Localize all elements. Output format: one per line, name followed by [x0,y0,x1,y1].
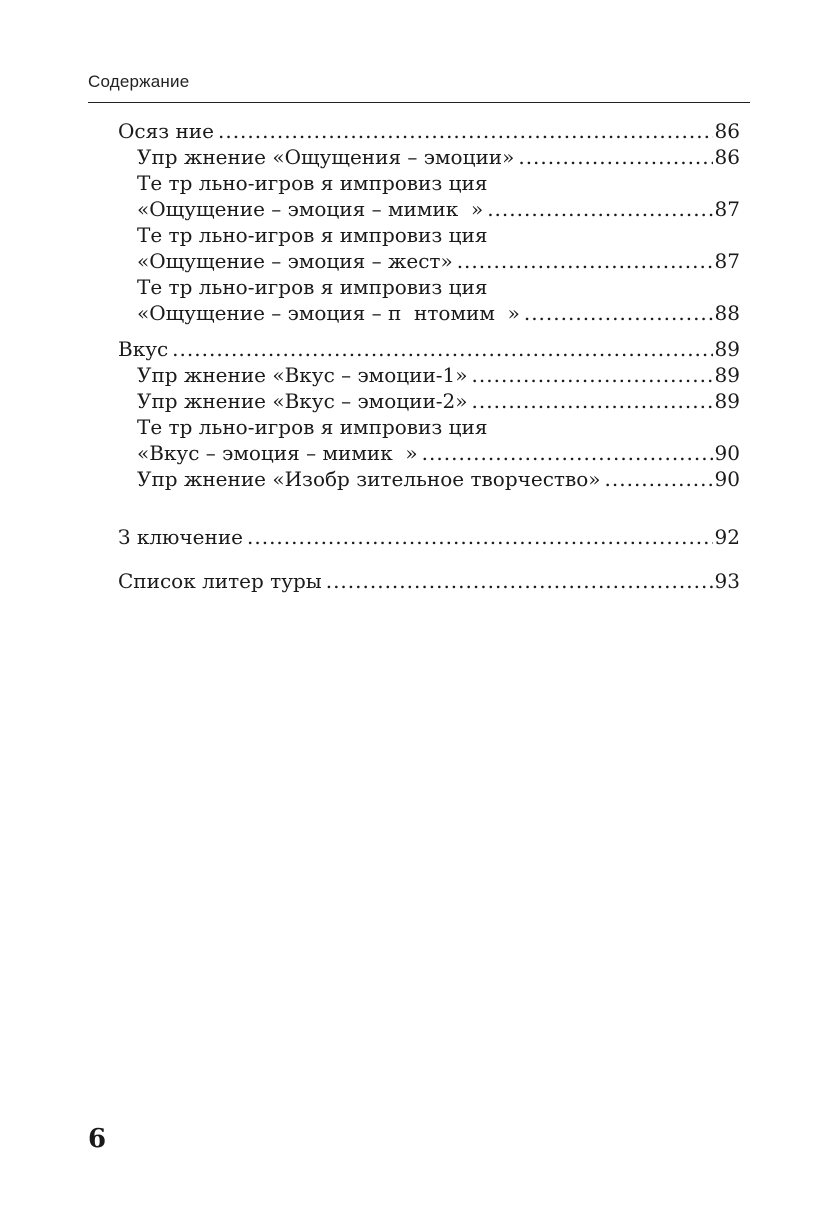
dot-leader [457,248,713,274]
dot-leader [172,336,712,362]
dot-leader [247,524,713,550]
toc-entry-upr-izobrazitelnoe[interactable] [118,466,740,492]
toc-entry-page: 89 [714,337,740,361]
page-number: 6 [88,1124,107,1154]
dot-leader [422,440,713,466]
toc-entry-title-line2: «Ощущение – эмоция – жест» [137,249,453,273]
toc-entry-page: 93 [714,569,740,593]
dot-leader [524,300,713,326]
toc-entry-impro-zhest[interactable] [118,222,740,274]
toc-entry-title: Список литер туры [118,569,322,593]
toc-entry-title-line1: Те тр льно-игров я импровиз ция [137,275,488,299]
dot-leader [605,466,713,492]
toc-entry-upr-oshchushcheniya[interactable] [118,144,740,170]
toc-entry-page: 90 [714,467,740,491]
toc-entry-page: 90 [714,441,740,465]
toc-entry-title-line2: «Ощущение – эмоция – п нтомим » [137,301,520,325]
toc-entry-page: 86 [714,145,740,169]
toc-entry-upr-vkus-1[interactable] [118,362,740,388]
toc-entry-impro-pantomima[interactable] [118,274,740,326]
toc-entry-page: 88 [714,301,740,325]
table-of-contents [118,118,740,594]
toc-entry-title-line2: «Вкус – эмоция – мимик » [137,441,418,465]
toc-entry-impro-mimika[interactable] [118,170,740,222]
dot-leader [487,196,712,222]
toc-entry-page: 87 [714,197,740,221]
section-spacer [118,326,740,336]
dot-leader [218,118,713,144]
toc-entry-literatura[interactable] [118,568,740,594]
toc-entry-page: 86 [714,119,740,143]
toc-entry-title: Упр жнение «Вкус – эмоции-2» [137,389,468,413]
toc-entry-page: 89 [714,363,740,387]
toc-entry-title: Упр жнение «Ощущения – эмоции» [137,145,515,169]
toc-entry-title-line1: Те тр льно-игров я импровиз ция [137,223,488,247]
toc-entry-upr-vkus-2[interactable] [118,388,740,414]
toc-entry-title-line2: «Ощущение – эмоция – мимик » [137,197,484,221]
dot-leader [326,568,713,594]
toc-entry-title: Вкус [118,337,169,361]
toc-entry-title: Упр жнение «Вкус – эмоции-1» [137,363,468,387]
toc-entry-title: З ключение [118,525,243,549]
toc-entry-vkus[interactable] [118,336,740,362]
toc-entry-page: 89 [714,389,740,413]
header-rule [88,102,750,103]
toc-entry-page: 92 [714,525,740,549]
toc-entry-title: Упр жнение «Изобр зительное творчество» [137,467,601,491]
toc-entry-title-line1: Те тр льно-игров я импровиз ция [137,415,488,439]
toc-entry-title-line1: Те тр льно-игров я импровиз ция [137,171,488,195]
dot-leader [518,144,712,170]
dot-leader [472,362,713,388]
toc-entry-zaklyuchenie[interactable] [118,524,740,550]
section-spacer [118,550,740,568]
toc-entry-osyazanie[interactable] [118,118,740,144]
toc-entry-title: Осяз ние [118,119,214,143]
toc-entry-impro-vkus-mimika[interactable] [118,414,740,466]
toc-entry-page: 87 [714,249,740,273]
section-spacer [118,492,740,524]
running-head: Содержание [88,72,190,91]
dot-leader [472,388,713,414]
